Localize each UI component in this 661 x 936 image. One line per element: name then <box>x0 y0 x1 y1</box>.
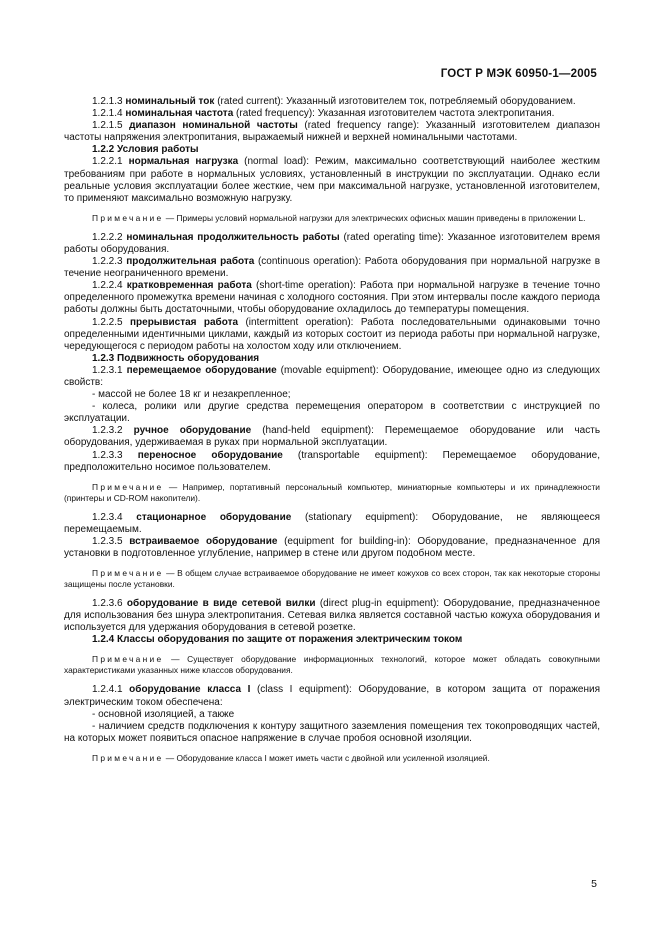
definition-text: (rated frequency range): Указанный изготовителем диапазон частоты напряжения электропитания, выражаемый нижней и верхней номинальными частотами. <box>64 120 601 144</box>
section-heading: 1.2.2 Условия работы <box>92 144 199 156</box>
term: оборудование в виде сетевой вилки <box>126 598 316 610</box>
definition-text: (hand-held equipment): Перемещаемое оборудование или часть оборудования, удерживаемая в руках при нормальной эксплуатации. <box>64 425 601 449</box>
term: переносное оборудование <box>137 449 283 461</box>
note-label: Примечание <box>92 212 164 223</box>
note <box>64 753 600 764</box>
definition-paragraph <box>64 232 600 256</box>
definition-text: (equipment for building-in): Оборудование, предназначенное для установки в подготовленное углубление, например в стене или другом подобном месте. <box>64 535 600 559</box>
definition-paragraph <box>64 684 600 708</box>
definition-text: (stationary equipment): Оборудование, не являющееся перемещаемым. <box>64 511 600 535</box>
definition-paragraph <box>64 450 600 474</box>
definition-paragraph <box>64 256 600 280</box>
definition-paragraph <box>64 317 600 353</box>
clause-number: 1.2.3.4 <box>92 511 137 523</box>
section-heading: 1.2.4 Классы оборудования по защите от поражения электрическим током <box>92 634 463 646</box>
term: номинальный ток <box>125 96 215 107</box>
definition-text: (continuous operation): Работа оборудования при нормальной нагрузке в течение неограниченного времени. <box>64 256 601 280</box>
definition-paragraph <box>64 280 600 316</box>
document-body <box>64 96 600 772</box>
clause-number: 1.2.3.6 <box>92 598 127 610</box>
note <box>64 482 600 504</box>
term: номинальная продолжительность работы <box>126 231 340 243</box>
note-text: — В общем случае встраиваемое оборудование не имеет кожухов со всех сторон, так как некоторые стороны защищены после установки. <box>64 568 600 590</box>
clause-number: 1.2.2.5 <box>92 316 130 328</box>
term: диапазон номинальной частоты <box>129 120 298 132</box>
definition-text: (rated current): Указанный изготовителем ток, потребляемый оборудованием. <box>214 96 576 107</box>
term: кратковременная работа <box>126 280 252 292</box>
section-heading: 1.2.3 Подвижность оборудования <box>92 352 260 364</box>
definition-paragraph <box>64 425 600 449</box>
note-text: — Например, портативный персональный компьютер, миниатюрные компьютеры и их принадлежности (принтеры и CD-ROM накопители). <box>64 481 600 503</box>
document-header: ГОСТ Р МЭК 60950-1—2005 <box>440 68 597 80</box>
term: встраиваемое оборудование <box>129 535 278 547</box>
definition-text: (direct plug-in equipment): Оборудование, предназначенное для использования без шнура электропитания. Сетевая вилка является составной частью кожуха оборудования и используется для удержания оборудования в сетевой розетке. <box>64 598 601 634</box>
clause-number: 1.2.1.4 <box>92 108 126 120</box>
definition-paragraph <box>64 108 600 120</box>
term: номинальная частота <box>125 108 234 120</box>
note-label: Примечание <box>92 654 164 665</box>
term: ручное оборудование <box>133 425 252 437</box>
clause-number: 1.2.1.5 <box>92 120 130 132</box>
page-number: 5 <box>591 878 597 890</box>
clause-number: 1.2.2.1 <box>92 156 129 168</box>
clause-number: 1.2.1.3 <box>92 96 126 107</box>
definition-paragraph <box>64 598 600 634</box>
clause-number: 1.2.2.3 <box>92 256 127 268</box>
definition-paragraph <box>64 156 600 204</box>
note-text: — Существует оборудование информационных технологий, которое может обладать совокупными характеристиками указанных ниже классов оборудования. <box>64 654 600 676</box>
definition-paragraph <box>64 512 600 536</box>
definition-text: (transportable equipment): Перемещаемое оборудование, предположительно носимое пользователем. <box>64 449 600 473</box>
term: прерывистая работа <box>129 316 239 328</box>
clause-number: 1.2.3.5 <box>92 535 130 547</box>
list-item: - наличием средств подключения к контуру защитного заземления помещения тех токопроводящих частей, на которых может появиться опасное напряжение в случае пробоя основной изоляции. <box>64 720 600 744</box>
note-label: Примечание <box>92 481 164 492</box>
note-text: — Оборудование класса I может иметь части с двойной или усиленной изоляцией. <box>163 752 490 763</box>
note <box>64 213 600 224</box>
clause-number: 1.2.2.4 <box>92 280 127 292</box>
clause-number: 1.2.3.2 <box>92 425 134 437</box>
definition-text: (rated frequency): Указанная изготовителем частота электропитания. <box>233 108 555 120</box>
definition-text: (class I equipment): Оборудование, в котором защита от поражения электрическим током обеспечена: <box>64 684 601 708</box>
definition-paragraph <box>64 96 600 108</box>
definition-text: (normal load): Режим, максимально соответствующий наиболее жестким требованиям при работе в нормальных условиях, установленный в инструкции по эксплуатации. Однако если реальные условия эксплуатации более жесткие, чем при максимальной нагрузке, установленной изготовителем, то применяют максимально возможную нагрузку. <box>64 156 600 204</box>
list-item: - массой не более 18 кг и незакрепленное; <box>92 389 291 401</box>
definition-text: (rated operating time): Указанное изготовителем время работы оборудования. <box>64 231 600 255</box>
term: нормальная нагрузка <box>128 156 239 168</box>
term: стационарное оборудование <box>136 511 292 523</box>
clause-number: 1.2.4.1 <box>92 684 130 696</box>
definition-paragraph <box>64 536 600 560</box>
term: оборудование класса I <box>129 684 251 696</box>
note <box>64 654 600 676</box>
definition-text: (intermittent operation): Работа последовательными одинаковыми точно определенными идентичными циклами, каждый из которых состоит из периода работы при нормальной нагрузке, чередующегося с периодом работы на холостом ходу или отключением. <box>64 316 601 352</box>
list-item: - основной изоляцией, а также <box>92 708 235 720</box>
definition-paragraph <box>64 365 600 389</box>
term: продолжительная работа <box>126 256 255 268</box>
note-text: — Примеры условий нормальной нагрузки для электрических офисных машин приведены в приложении L. <box>163 212 586 223</box>
term: перемещаемое оборудование <box>126 364 277 376</box>
list-item: - колеса, ролики или другие средства перемещения оператором в соответствии с инструкцией по эксплуатации. <box>64 401 600 425</box>
definition-text: (movable equipment): Оборудование, имеющее одно из следующих свойств: <box>64 364 600 388</box>
clause-number: 1.2.3.3 <box>92 449 138 461</box>
definition-text: (short-time operation): Работа при нормальной нагрузке в течение точно определенного промежутка времени начиная с холодного состояния. При этом интервалы после каждого периода работы должны быть достаточными, чтобы оборудование охладилось до температуры помещения. <box>64 280 601 316</box>
note-label: Примечание <box>92 568 164 579</box>
clause-number: 1.2.2.2 <box>92 231 127 243</box>
clause-number: 1.2.3.1 <box>92 364 127 376</box>
note <box>64 568 600 590</box>
note-label: Примечание <box>92 752 164 763</box>
definition-paragraph <box>64 120 600 144</box>
